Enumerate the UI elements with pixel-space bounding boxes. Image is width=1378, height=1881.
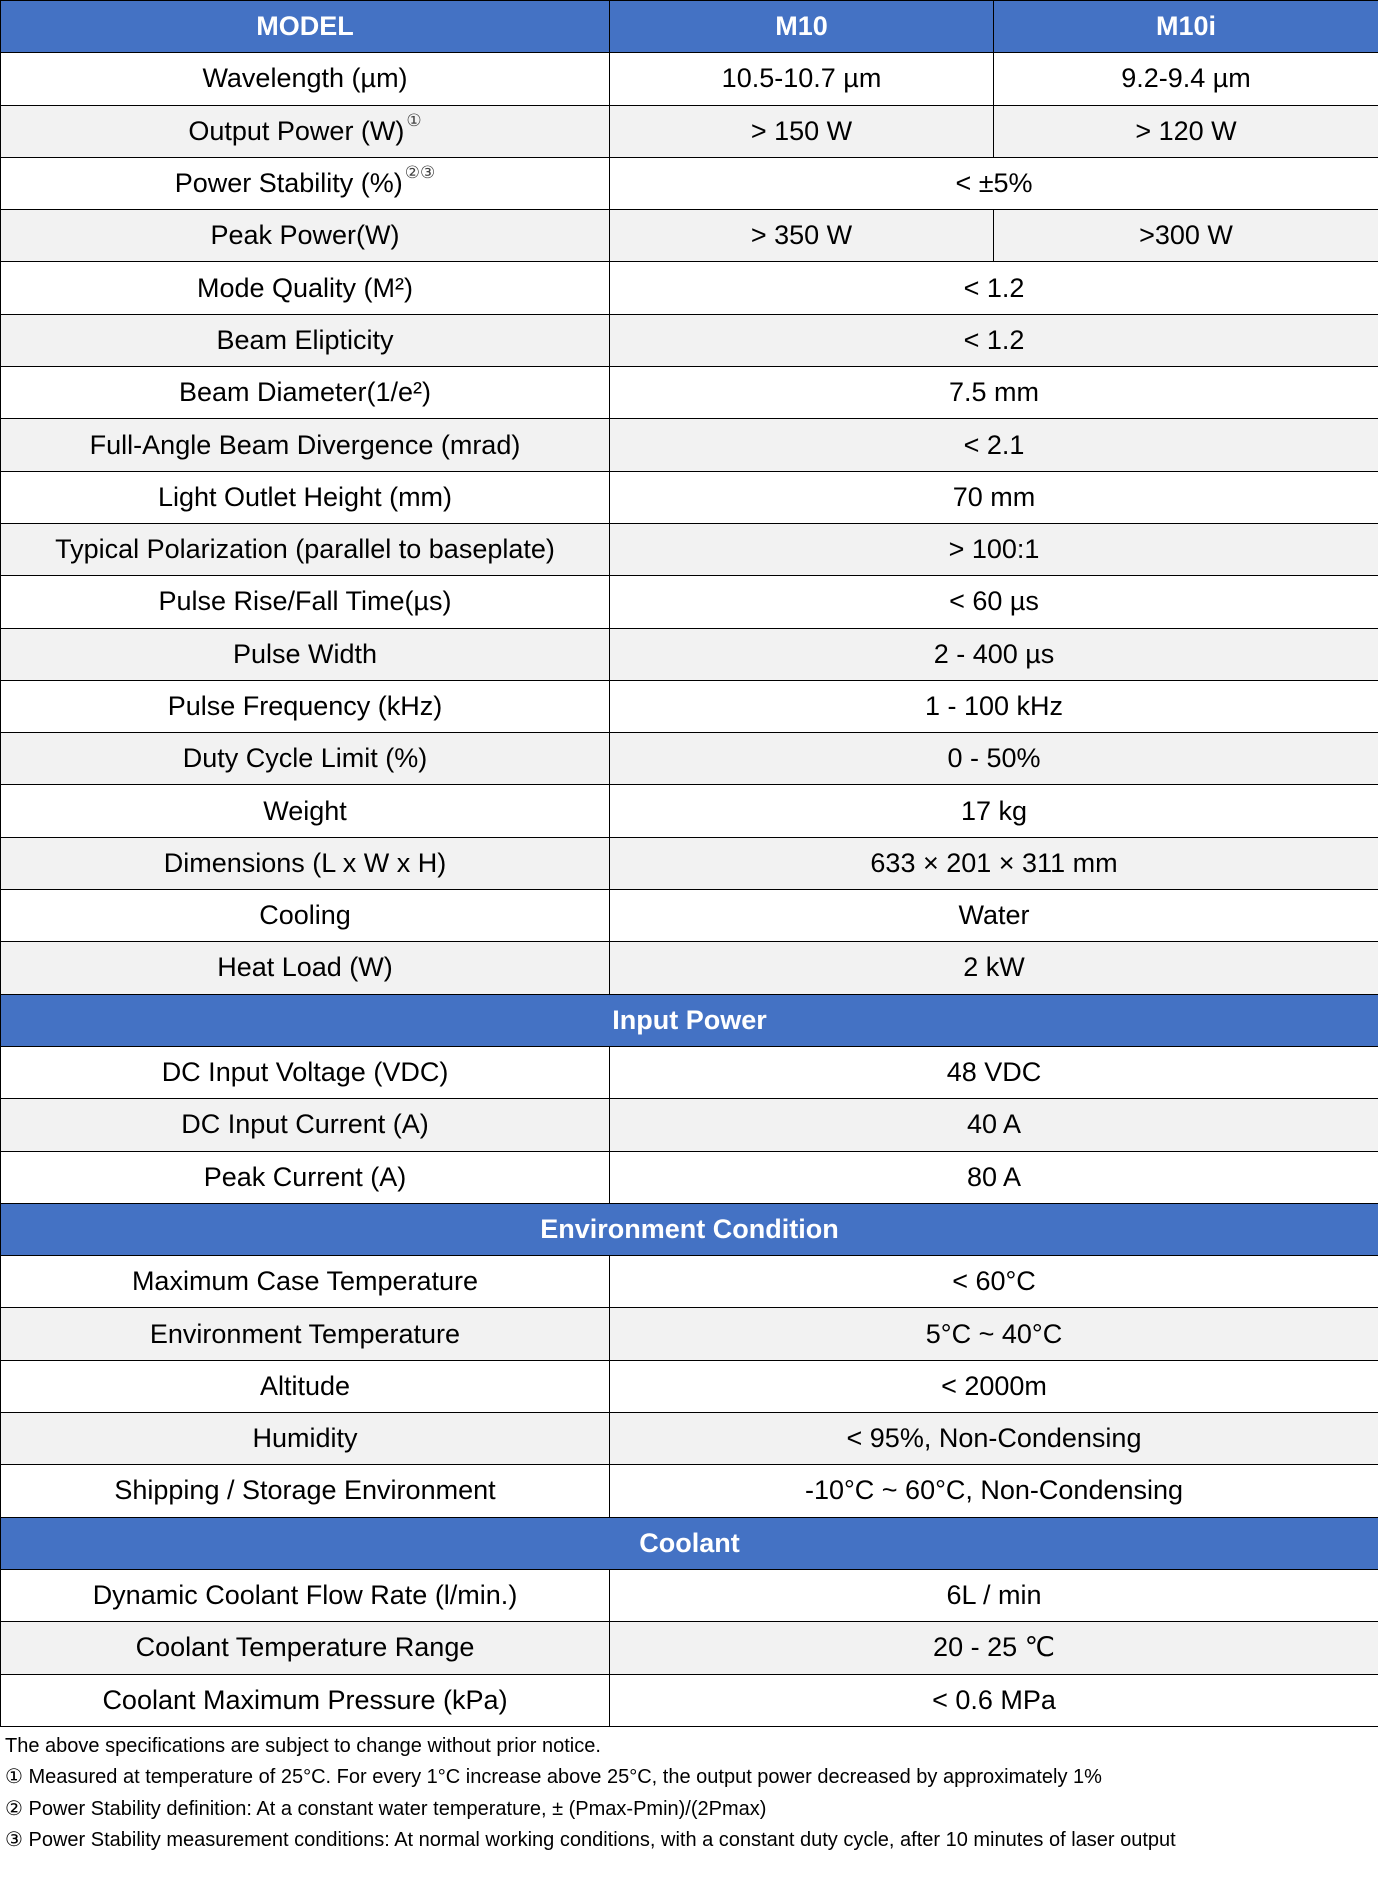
spec-value: < ±5% [610,157,1378,209]
spec-row [1,1413,1378,1465]
spec-label: Wavelength (µm) [1,53,610,105]
spec-label: Shipping / Storage Environment [1,1465,610,1517]
spec-row [1,576,1378,628]
spec-label: Typical Polarization (parallel to baseplate) [1,523,610,575]
spec-label: Peak Current (A) [1,1151,610,1203]
header-model-label: MODEL [1,1,610,53]
spec-label: Pulse Width [1,628,610,680]
footnotes [0,1727,1378,1857]
header-m10: M10 [610,1,994,53]
spec-label: DC Input Voltage (VDC) [1,1046,610,1098]
spec-row [1,1046,1378,1098]
disclaimer-note: The above specifications are subject to change without prior notice. [5,1734,601,1757]
section-header-environment [1,1203,1378,1255]
spec-row [1,942,1378,994]
spec-value-m10: > 350 W [610,210,994,262]
spec-value: < 2.1 [610,419,1378,471]
spec-value: 633 × 201 × 311 mm [610,837,1378,889]
spec-value: 5°C ~ 40°C [610,1308,1378,1360]
spec-label: Output Power (W) [188,115,405,146]
spec-row [1,1569,1378,1621]
spec-value-m10i: >300 W [994,210,1378,262]
spec-label: Mode Quality (M²) [1,262,610,314]
spec-value: 2 kW [610,942,1378,994]
footnote-ref: ① [406,110,422,130]
spec-label: Full-Angle Beam Divergence (mrad) [1,419,610,471]
footnote-2: ② Power Stability definition: At a constant water temperature, ± (Pmax-Pmin)/(2Pmax) [5,1797,767,1820]
spec-label: Dynamic Coolant Flow Rate (l/min.) [1,1569,610,1621]
spec-label: Pulse Rise/Fall Time(µs) [1,576,610,628]
spec-row [1,628,1378,680]
spec-row [1,1674,1378,1726]
spec-value-m10: > 150 W [610,105,994,157]
spec-label: Duty Cycle Limit (%) [1,733,610,785]
spec-value: < 1.2 [610,262,1378,314]
spec-row [1,1099,1378,1151]
spec-label: Coolant Temperature Range [1,1622,610,1674]
spec-row [1,523,1378,575]
spec-value: < 0.6 MPa [610,1674,1378,1726]
spec-row [1,733,1378,785]
spec-row [1,1465,1378,1517]
spec-value: 70 mm [610,471,1378,523]
footnote-ref: ②③ [404,163,436,183]
section-title: Coolant [1,1517,1378,1569]
spec-value: 6L / min [610,1569,1378,1621]
spec-row [1,471,1378,523]
spec-value: < 2000m [610,1360,1378,1412]
spec-value: 7.5 mm [610,367,1378,419]
spec-label: Cooling [1,890,610,942]
spec-row [1,367,1378,419]
spec-value-m10i: > 120 W [994,105,1378,157]
spec-label: Heat Load (W) [1,942,610,994]
spec-value: 20 - 25 ℃ [610,1622,1378,1674]
footnote-3: ③ Power Stability measurement conditions: At normal working conditions, with a constant duty cycle, after 10 minutes of laser output [5,1829,1176,1852]
spec-value-m10: 10.5-10.7 µm [610,53,994,105]
spec-row [1,262,1378,314]
spec-label: Weight [1,785,610,837]
spec-value: < 1.2 [610,314,1378,366]
spec-row [1,890,1378,942]
spec-value: < 60 µs [610,576,1378,628]
section-title: Input Power [1,994,1378,1046]
spec-row [1,1256,1378,1308]
table-header-row [1,1,1378,53]
spec-value: 80 A [610,1151,1378,1203]
spec-row [1,1360,1378,1412]
spec-label: Power Stability (%) [174,168,403,199]
spec-row [1,210,1378,262]
section-title: Environment Condition [1,1203,1378,1255]
spec-row [1,680,1378,732]
spec-label: Peak Power(W) [1,210,610,262]
spec-value: 2 - 400 µs [610,628,1378,680]
header-m10i: M10i [994,1,1378,53]
spec-label: Coolant Maximum Pressure (kPa) [1,1674,610,1726]
spec-value: 1 - 100 kHz [610,680,1378,732]
spec-label: Altitude [1,1360,610,1412]
spec-label: DC Input Current (A) [1,1099,610,1151]
spec-row [1,1151,1378,1203]
spec-label-cell [1,105,610,157]
spec-value: 48 VDC [610,1046,1378,1098]
spec-label-cell [1,157,610,209]
spec-label: Light Outlet Height (mm) [1,471,610,523]
spec-label: Humidity [1,1413,610,1465]
spec-value: 17 kg [610,785,1378,837]
spec-label: Beam Elipticity [1,314,610,366]
spec-label: Pulse Frequency (kHz) [1,680,610,732]
spec-row [1,1622,1378,1674]
spec-label: Maximum Case Temperature [1,1256,610,1308]
spec-row [1,419,1378,471]
spec-row [1,785,1378,837]
spec-label: Beam Diameter(1/e²) [1,367,610,419]
section-header-coolant [1,1517,1378,1569]
spec-label: Dimensions (L x W x H) [1,837,610,889]
footnote-1: ① Measured at temperature of 25°C. For every 1°C increase above 25°C, the output power decreased by approximately 1% [5,1766,1102,1789]
spec-row [1,1308,1378,1360]
spec-label: Environment Temperature [1,1308,610,1360]
spec-value: Water [610,890,1378,942]
spec-value-m10i: 9.2-9.4 µm [994,53,1378,105]
spec-value: 40 A [610,1099,1378,1151]
spec-row [1,314,1378,366]
spec-value: > 100:1 [610,523,1378,575]
spec-row [1,837,1378,889]
section-header-input-power [1,994,1378,1046]
spec-value: < 60°C [610,1256,1378,1308]
spec-row [1,53,1378,105]
spec-value: 0 - 50% [610,733,1378,785]
spec-row [1,157,1378,209]
spec-value: -10°C ~ 60°C, Non-Condensing [610,1465,1378,1517]
spec-row [1,105,1378,157]
spec-value: < 95%, Non-Condensing [610,1413,1378,1465]
